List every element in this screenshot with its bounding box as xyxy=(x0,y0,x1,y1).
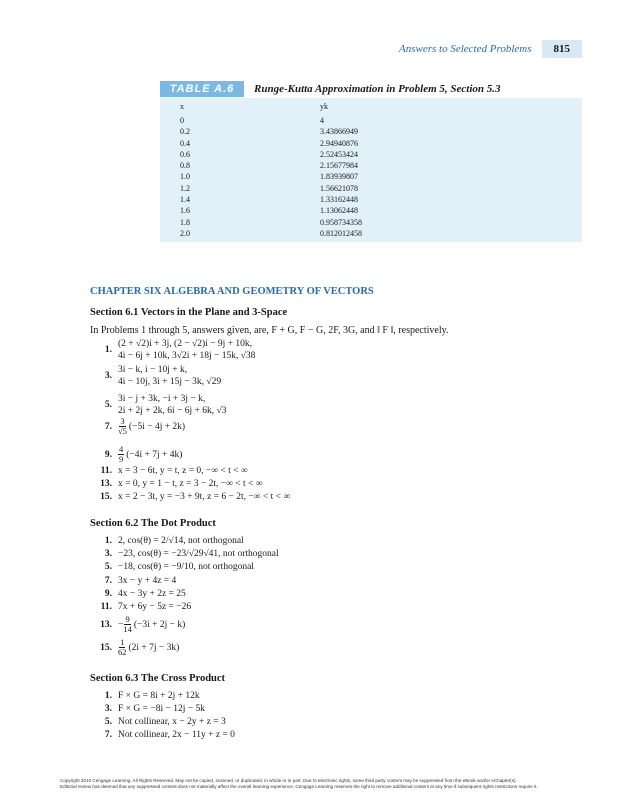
cell-x: 0.2 xyxy=(180,127,190,137)
fraction xyxy=(123,615,132,634)
answer-text: F × G = −8i − 12j − 5k xyxy=(118,704,205,714)
answer-6-2-11 xyxy=(90,602,191,612)
answer-text: 7x + 6y − 5z = −26 xyxy=(118,602,192,612)
cell-x: 0.6 xyxy=(180,149,190,159)
table-row xyxy=(160,171,582,182)
answer-number: 15. xyxy=(100,642,112,653)
table-tag: TABLE A.6 xyxy=(160,81,244,97)
table-row xyxy=(160,205,582,216)
table-header-row xyxy=(160,98,582,115)
answer-6-2-1 xyxy=(90,536,244,546)
answer-text: (2i + 7j − 3k) xyxy=(128,642,180,653)
table-row xyxy=(160,138,582,149)
answer-number: 7. xyxy=(104,576,112,586)
column-header-y: yk xyxy=(320,102,328,111)
fraction-numerator: 9 xyxy=(125,614,130,624)
fraction xyxy=(118,638,127,657)
cell-y: 1.83939807 xyxy=(320,172,358,182)
answer-number: 5. xyxy=(104,400,112,410)
answer-6-1-11 xyxy=(90,466,248,476)
table-row xyxy=(160,228,582,239)
answer-number: 5. xyxy=(104,717,112,727)
table-row xyxy=(160,160,582,171)
cell-x: 1.8 xyxy=(180,217,190,227)
cell-y: 1.13062448 xyxy=(320,206,358,216)
answer-6-1-1 xyxy=(90,338,255,362)
cell-y: 2.94940876 xyxy=(320,138,358,148)
table-row xyxy=(160,183,582,194)
answer-number: 7. xyxy=(104,730,112,740)
answer-6-1-3 xyxy=(90,364,221,388)
section-6-2-title: Section 6.2 The Dot Product xyxy=(90,518,216,529)
answer-number: 3. xyxy=(104,549,112,559)
cell-y: 2.52453424 xyxy=(320,149,358,159)
answer-line-1: (2 + √2)i + 3j, (2 − √2)i − 9j + 10k, xyxy=(118,339,253,349)
fraction-denominator: 62 xyxy=(118,647,127,657)
answer-number: 11. xyxy=(100,466,112,476)
cell-x: 2.0 xyxy=(180,228,190,238)
table-title xyxy=(160,81,501,97)
answer-number: 15. xyxy=(100,492,112,502)
fraction xyxy=(118,445,124,464)
answer-text: x = 0, y = 1 − t, z = 3 − 2t, −∞ < t < ∞ xyxy=(118,479,263,489)
answer-6-3-7 xyxy=(90,730,235,740)
answer-line-2: 4i − 6j + 10k, 3√2i + 18j − 15k, √38 xyxy=(118,351,256,361)
answer-6-2-7 xyxy=(90,576,176,586)
page-header xyxy=(399,40,582,58)
answer-text: (−3i + 2j − k) xyxy=(133,619,186,630)
answer-line-2: 2i + 2j + 2k, 6i − 6j + 6k, √3 xyxy=(118,406,227,416)
answer-number: 1. xyxy=(104,691,112,701)
answer-text: 2, cos(θ) = 2/√14, not orthogonal xyxy=(118,536,244,546)
answer-text: x = 2 − 3t, y = −3 + 9t, z = 6 − 2t, −∞ < t < ∞ xyxy=(118,492,291,502)
answer-number: 5. xyxy=(104,562,112,572)
answer-text: x = 3 − 6t, y = t, z = 0, −∞ < t < ∞ xyxy=(118,466,248,476)
copyright-footer xyxy=(60,778,580,790)
answer-6-1-9 xyxy=(90,445,182,464)
answer-number: 1. xyxy=(104,345,112,355)
cell-x: 0 xyxy=(180,116,184,125)
answer-number: 7. xyxy=(104,421,112,432)
minus-sign: − xyxy=(118,619,124,630)
answer-6-1-7 xyxy=(90,417,185,436)
cell-y: 4 xyxy=(320,116,324,125)
cell-y: 1.33162448 xyxy=(320,195,358,205)
cell-y: 0.812012458 xyxy=(320,228,362,238)
answer-text: −18, cos(θ) = −9/10, not orthogonal xyxy=(118,562,254,572)
answer-6-3-3 xyxy=(90,704,205,714)
table-row xyxy=(160,115,582,126)
table-row xyxy=(160,194,582,205)
table-row xyxy=(160,149,582,160)
answer-6-1-15 xyxy=(90,492,290,502)
answer-6-2-15 xyxy=(90,638,179,657)
fraction xyxy=(118,417,127,436)
cell-x: 1.2 xyxy=(180,183,190,193)
answer-line-2: 4i − 10j, 3i + 15j − 3k, √29 xyxy=(118,377,222,387)
answer-text: Not collinear, 2x − 11y + z = 0 xyxy=(118,730,235,740)
table-body xyxy=(160,115,582,239)
answer-6-1-5 xyxy=(90,393,226,417)
cell-x: 1.0 xyxy=(180,172,190,182)
runge-kutta-table xyxy=(160,98,582,242)
cell-x: 0.4 xyxy=(180,138,190,148)
footer-line-2: Editorial review has deemed that any suppressed content does not materially affect the overall learning experience. Cengage Learning reserves the right to remove additional content at any time if subsequent rights restrictions require it. xyxy=(60,784,538,789)
table-caption: Runge-Kutta Approximation in Problem 5, Section 5.3 xyxy=(254,83,501,95)
cell-y: 1.56621078 xyxy=(320,183,358,193)
fraction-denominator: √5 xyxy=(118,426,127,436)
cell-x: 0.8 xyxy=(180,161,190,171)
answer-text: −23, cos(θ) = −23/√29√41, not orthogonal xyxy=(118,549,279,559)
answer-text: (−5i − 4j + 2k) xyxy=(128,421,186,432)
cell-y: 2.15677984 xyxy=(320,161,358,171)
section-6-1-intro: In Problems 1 through 5, answers given, are, F + G, F − G, 2F, 3G, and ‖ F ‖, respectively. xyxy=(90,325,449,336)
answer-number: 9. xyxy=(104,449,112,460)
section-6-1-title: Section 6.1 Vectors in the Plane and 3-Space xyxy=(90,307,288,318)
answer-number: 11. xyxy=(100,602,112,612)
page-number: 815 xyxy=(542,40,583,58)
answer-number: 1. xyxy=(104,536,112,546)
answer-line-1: 3i − k, i − 10j + k, xyxy=(118,365,188,375)
section-6-3-title: Section 6.3 The Cross Product xyxy=(90,673,226,684)
table-row xyxy=(160,217,582,228)
answer-number: 9. xyxy=(104,589,112,599)
cell-x: 1.6 xyxy=(180,206,190,216)
answer-text: 4x − 3y + 2z = 25 xyxy=(118,589,186,599)
answer-number: 3. xyxy=(104,371,112,381)
fraction-numerator: 1 xyxy=(120,637,125,647)
answer-6-1-13 xyxy=(90,479,263,489)
answer-text: (−4i + 7j + 4k) xyxy=(126,449,183,460)
fraction-denominator: 9 xyxy=(119,454,124,464)
answer-6-2-13 xyxy=(90,615,185,634)
answer-6-2-9 xyxy=(90,589,186,599)
answer-number: 13. xyxy=(100,619,112,630)
footer-line-1: Copyright 2010 Cengage Learning. All Rights Reserved. May not be copied, scanned, or duplicated, in whole or in part. Due to electronic rights, some third party content may be suppressed from the eBook and/or eChapter(s). xyxy=(60,778,517,783)
answer-text: Not collinear, x − 2y + z = 3 xyxy=(118,717,226,727)
cell-y: 3.43866949 xyxy=(320,127,358,137)
answer-6-2-5 xyxy=(90,562,254,572)
running-title: Answers to Selected Problems xyxy=(399,43,532,55)
cell-x: 1.4 xyxy=(180,195,190,205)
fraction-numerator: 3 xyxy=(120,416,125,426)
answer-line-1: 3i − j + 3k, −i + 3j − k, xyxy=(118,394,206,404)
table-row xyxy=(160,126,582,137)
fraction-numerator: 4 xyxy=(119,444,124,454)
chapter-heading: CHAPTER SIX ALGEBRA AND GEOMETRY OF VECTORS xyxy=(90,286,374,297)
answer-6-3-1 xyxy=(90,691,200,701)
answer-number: 13. xyxy=(100,479,112,489)
answer-6-3-5 xyxy=(90,717,226,727)
column-header-x: x xyxy=(180,102,184,111)
answer-number: 3. xyxy=(104,704,112,714)
answer-text: F × G = 8i + 2j + 12k xyxy=(118,691,200,701)
fraction-denominator: 14 xyxy=(123,624,132,634)
cell-y: 0.958734358 xyxy=(320,217,362,227)
answer-text: 3x − y + 4z = 4 xyxy=(118,576,177,586)
answer-6-2-3 xyxy=(90,549,279,559)
